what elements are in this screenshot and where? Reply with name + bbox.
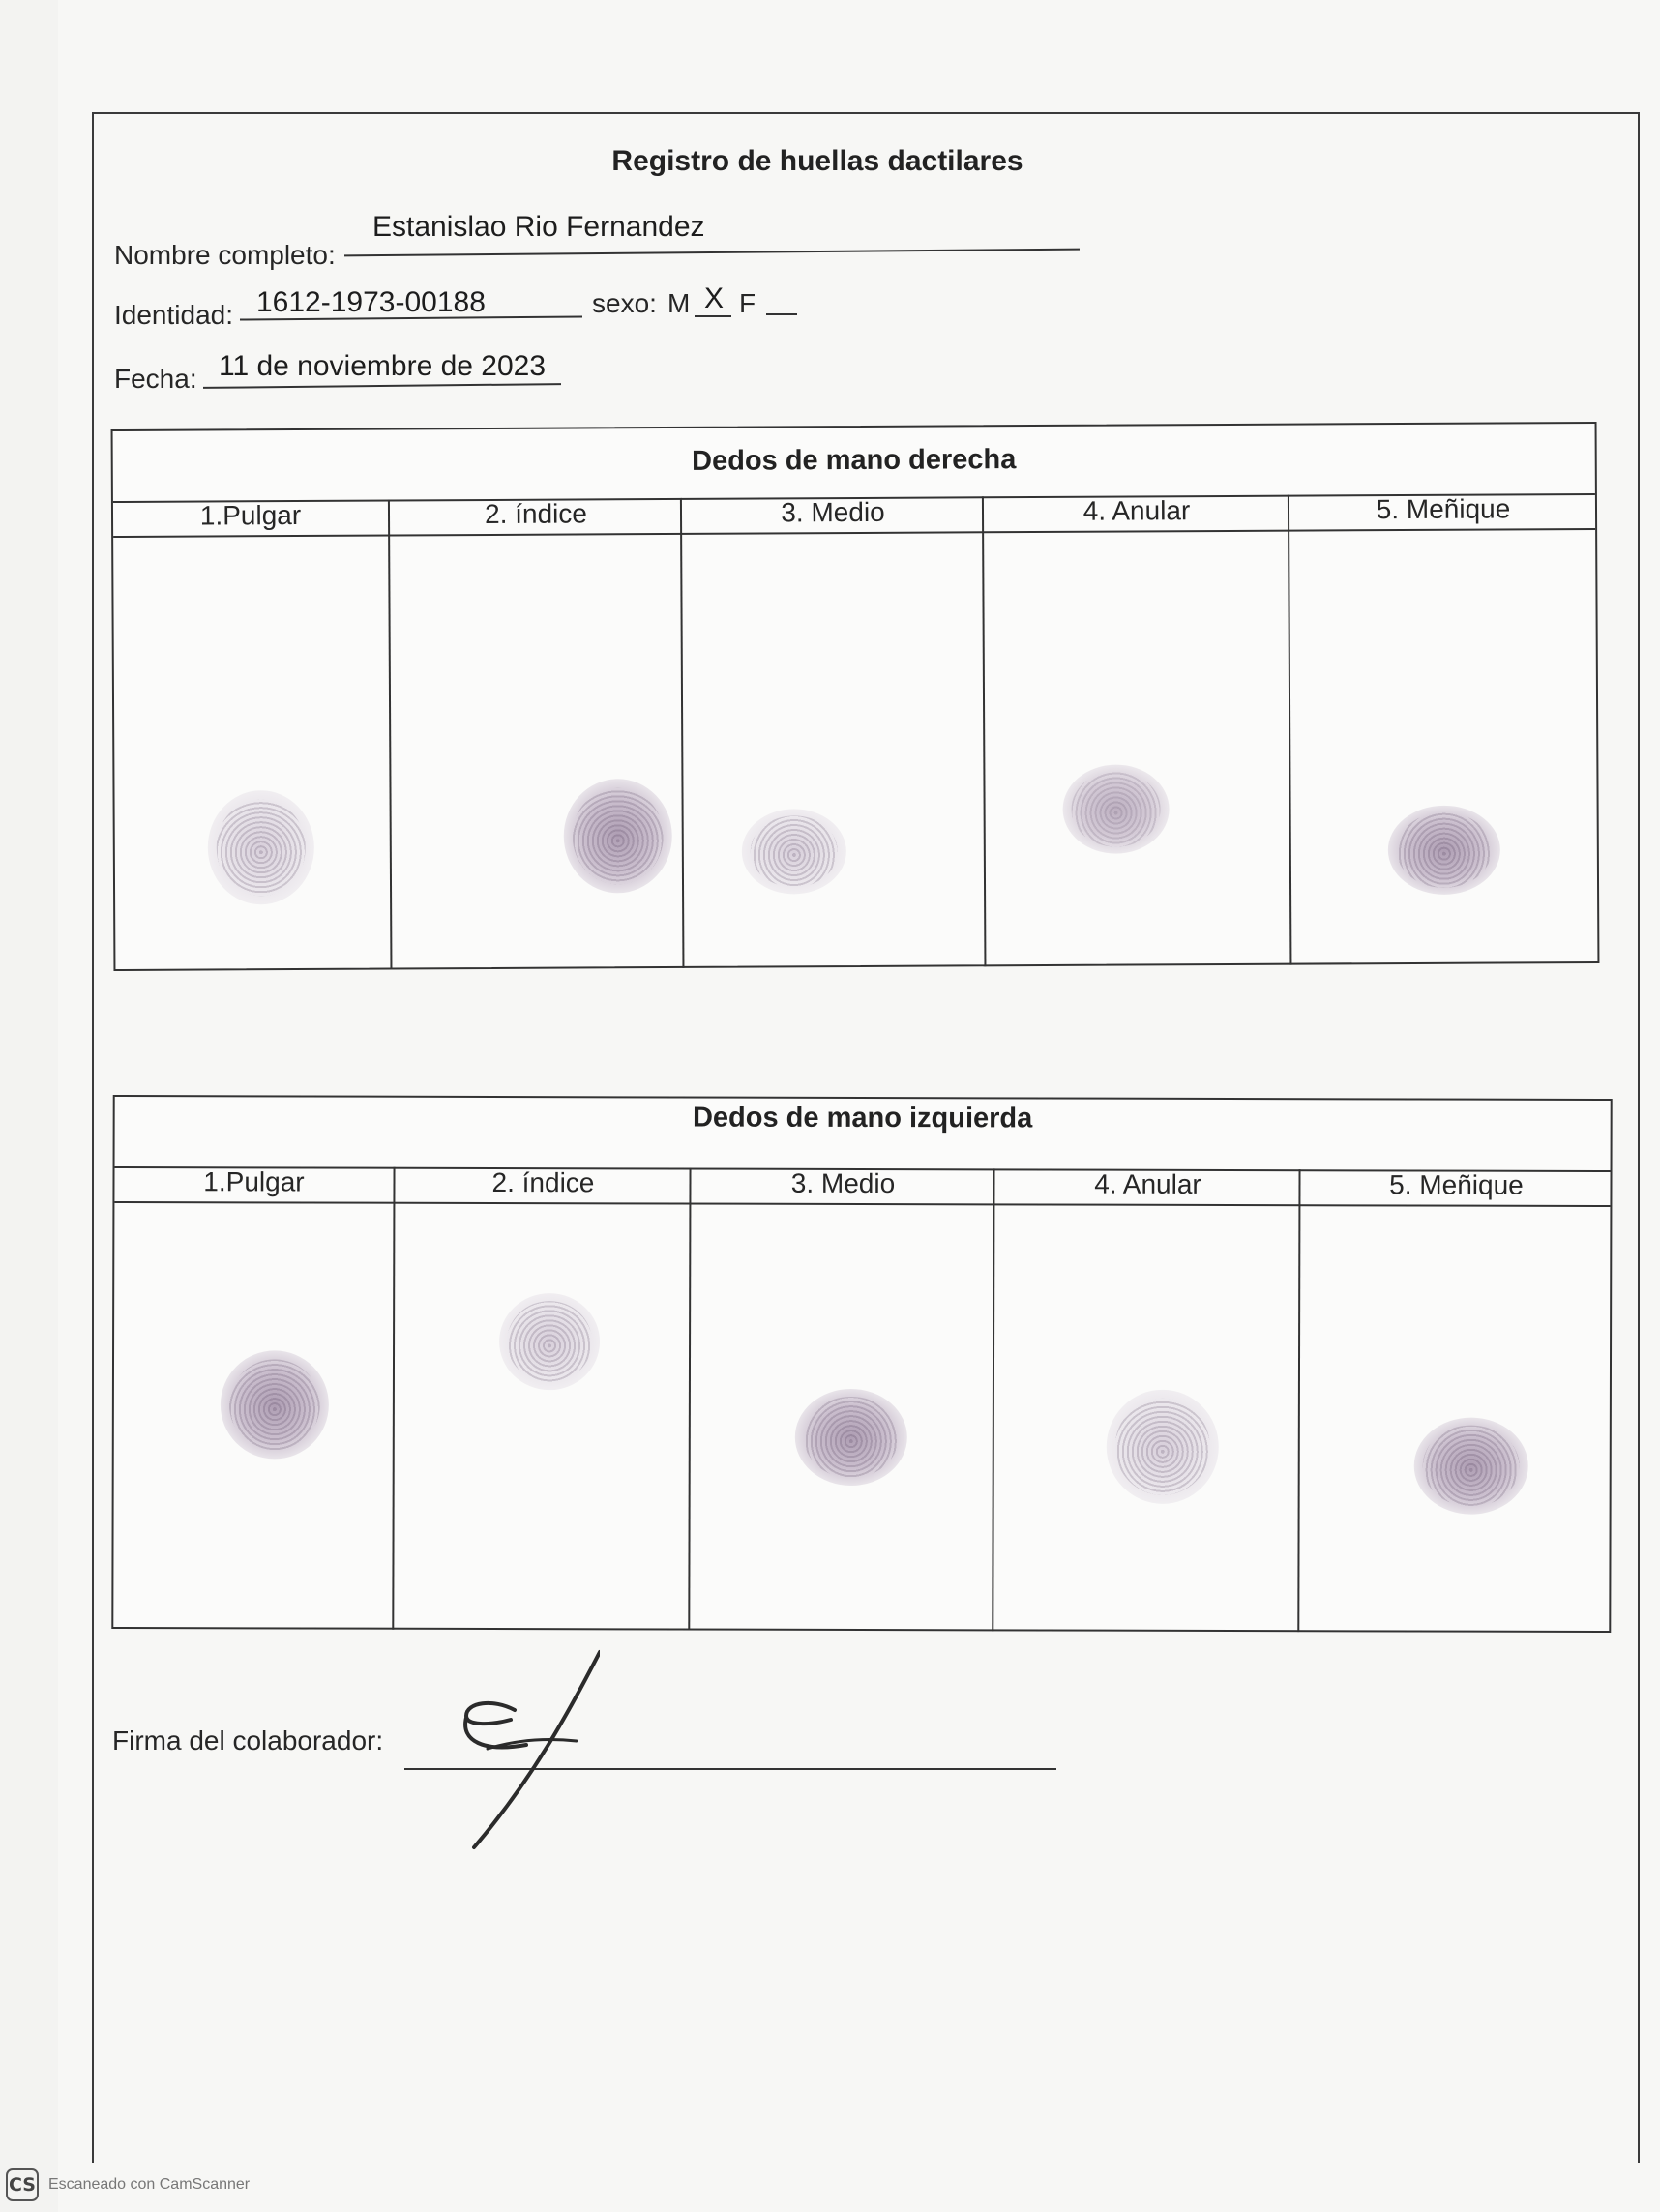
sex-f-label: F [739, 288, 756, 318]
camscanner-logo: CS [6, 2168, 39, 2201]
right-pinky-label: 5. Meñique [1376, 493, 1511, 525]
left-ring-cell [992, 1168, 1298, 1632]
left-index-label: 2. índice [491, 1166, 595, 1198]
camscanner-footer-text: Escaneado con CamScanner [48, 2176, 251, 2193]
right-thumb-cell [113, 500, 391, 971]
left-thumb-print [221, 1350, 329, 1459]
signature-label: Firma del colaborador: [112, 1725, 384, 1755]
id-value: 1612-1973-00188 [256, 286, 486, 318]
sex-f-underline [766, 313, 797, 315]
left-thumb-label: 1.Pulgar [203, 1166, 305, 1197]
right-pinky-print [1388, 806, 1500, 896]
left-pinky-label: 5. Meñique [1389, 1169, 1524, 1200]
right-index-label: 2. índice [484, 498, 588, 530]
right-middle-label: 3. Medio [781, 496, 885, 528]
right-hand-title: Dedos de mano derecha [692, 444, 1017, 477]
name-value: Estanislao Rio Fernandez [372, 211, 705, 243]
left-pinky-cell [1297, 1169, 1610, 1633]
left-middle-print [795, 1389, 907, 1486]
right-middle-cell [680, 496, 985, 968]
signature-mark [455, 1644, 600, 1857]
right-thumb-print [208, 790, 315, 905]
right-ring-cell [982, 495, 1290, 967]
form-title: Registro de huellas dactilares [611, 145, 1023, 177]
right-thumb-label: 1.Pulgar [199, 499, 302, 531]
right-ring-print [1062, 764, 1169, 854]
right-index-cell [388, 498, 683, 970]
left-middle-label: 3. Medio [790, 1167, 896, 1199]
left-thumb-cell [113, 1166, 393, 1630]
left-hand-title: Dedos de mano izquierda [692, 1102, 1033, 1135]
sex-m-label: M [667, 288, 691, 318]
right-ring-label: 4. Anular [1082, 495, 1191, 526]
left-hand-table [111, 1095, 1612, 1633]
date-label: Fecha: [114, 364, 197, 394]
left-ring-print [1107, 1390, 1219, 1504]
sex-m-mark: X [704, 282, 725, 314]
left-index-cell [392, 1167, 689, 1631]
left-ring-label: 4. Anular [1094, 1168, 1201, 1199]
left-middle-cell [688, 1168, 993, 1632]
left-index-print [499, 1293, 600, 1390]
date-value: 11 de noviembre de 2023 [219, 350, 547, 382]
sex-m-underline [695, 315, 731, 317]
right-middle-print [742, 809, 846, 895]
right-hand-table [111, 422, 1600, 971]
right-index-print [563, 779, 672, 894]
name-label: Nombre completo: [114, 240, 336, 270]
id-label: Identidad: [114, 300, 233, 330]
right-pinky-cell [1288, 493, 1598, 965]
left-pinky-print [1414, 1417, 1528, 1514]
sex-label: sexo: [592, 288, 657, 318]
